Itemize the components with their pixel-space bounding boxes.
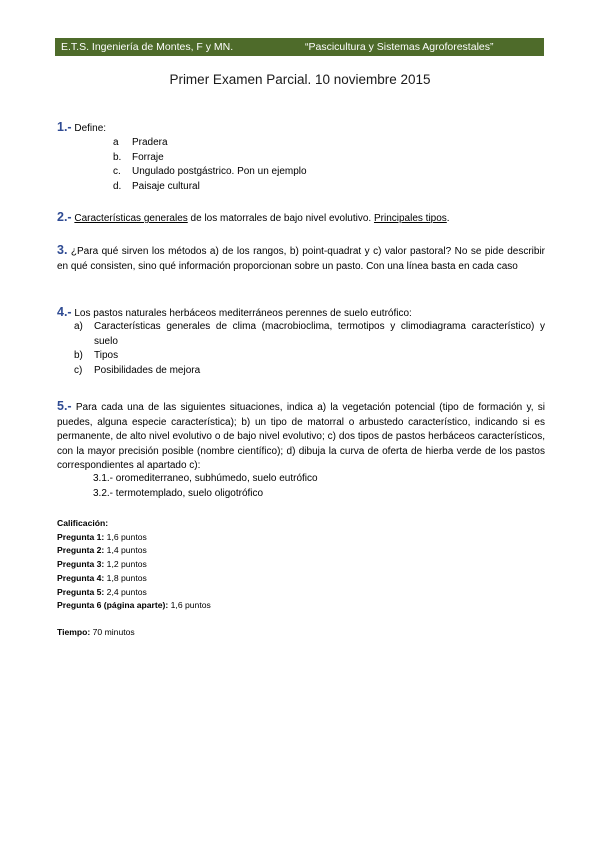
question-2-part1: Características generales <box>74 213 188 224</box>
institution-name: E.T.S. Ingeniería de Montes, F y MN. <box>61 41 234 53</box>
question-2 <box>57 210 545 227</box>
question-3 <box>57 243 545 274</box>
question-4-text: Los pastos naturales herbáceos mediterráneos perennes de suelo eutrófico: <box>74 308 412 319</box>
question-1-text: Define: <box>74 123 107 134</box>
question-1 <box>57 120 545 137</box>
header-bar <box>55 38 544 56</box>
question-3-text: ¿Para qué sirven los métodos a) de los rangos, b) point-quadrat y c) valor pastoral? No se pide describir en qué consisten, sino qué información proporcionan sobre un pasto. Con una línea basta en cada caso <box>57 246 545 272</box>
course-name: “Pascicultura y Sistemas Agroforestales” <box>305 41 494 53</box>
grading-line: Pregunta 4: 1,8 puntos <box>57 572 147 583</box>
question-2-part3: Principales tipos <box>373 213 447 224</box>
question-5-number: 5.- <box>57 399 72 413</box>
question-2-part4: . <box>446 213 450 224</box>
grading-section <box>57 517 211 613</box>
exam-title: Primer Examen Parcial. 10 noviembre 2015 <box>169 72 431 87</box>
grading-line: Pregunta 5: 2,4 puntos <box>57 586 147 597</box>
question-5-text: Para cada una de las siguientes situaciones, indica a) la vegetación potencial (tipo de formación y, si puedes, alguna especie característica); b) un tipo de matorral o arbustedo característico, indicando si es permanente, de alto nivel evolutivo o de bajo nivel evolutivo; c) dos tipos de pastos herbáceos característicos, con la mayor precisión posible (nombre científico); d) dibuja la curva de oferta de hierba verde de los pastos correspondientes al apartado c): <box>57 402 545 472</box>
question-4-items <box>57 320 545 378</box>
list-item: c) Posibilidades de mejora <box>74 364 201 376</box>
time-section <box>57 626 135 640</box>
list-item: a) Características generales de clima (macrobioclima, termotipos y climodiagrama característico) y suelo <box>74 321 545 347</box>
question-2-number: 2.- <box>57 210 72 224</box>
grading-line: Pregunta 2: 1,4 puntos <box>57 545 147 556</box>
question-1-number: 1.- <box>57 120 72 134</box>
question-2-part2: de los matorrales de bajo nivel evolutivo. <box>187 213 374 224</box>
question-5 <box>57 399 545 474</box>
grading-line: Pregunta 1: 1,6 puntos <box>57 531 147 542</box>
grading-line: Pregunta 6 (página aparte): 1,6 puntos <box>57 600 211 611</box>
grading-line: Pregunta 3: 1,2 puntos <box>57 559 147 570</box>
list-item: b) Tipos <box>74 350 119 362</box>
grading-label: Calificación: <box>57 518 109 528</box>
time-label: Tiempo: <box>57 627 91 637</box>
time-value: 70 minutos <box>90 627 135 637</box>
question-3-number: 3. <box>57 243 68 257</box>
question-4-number: 4.- <box>57 305 72 319</box>
